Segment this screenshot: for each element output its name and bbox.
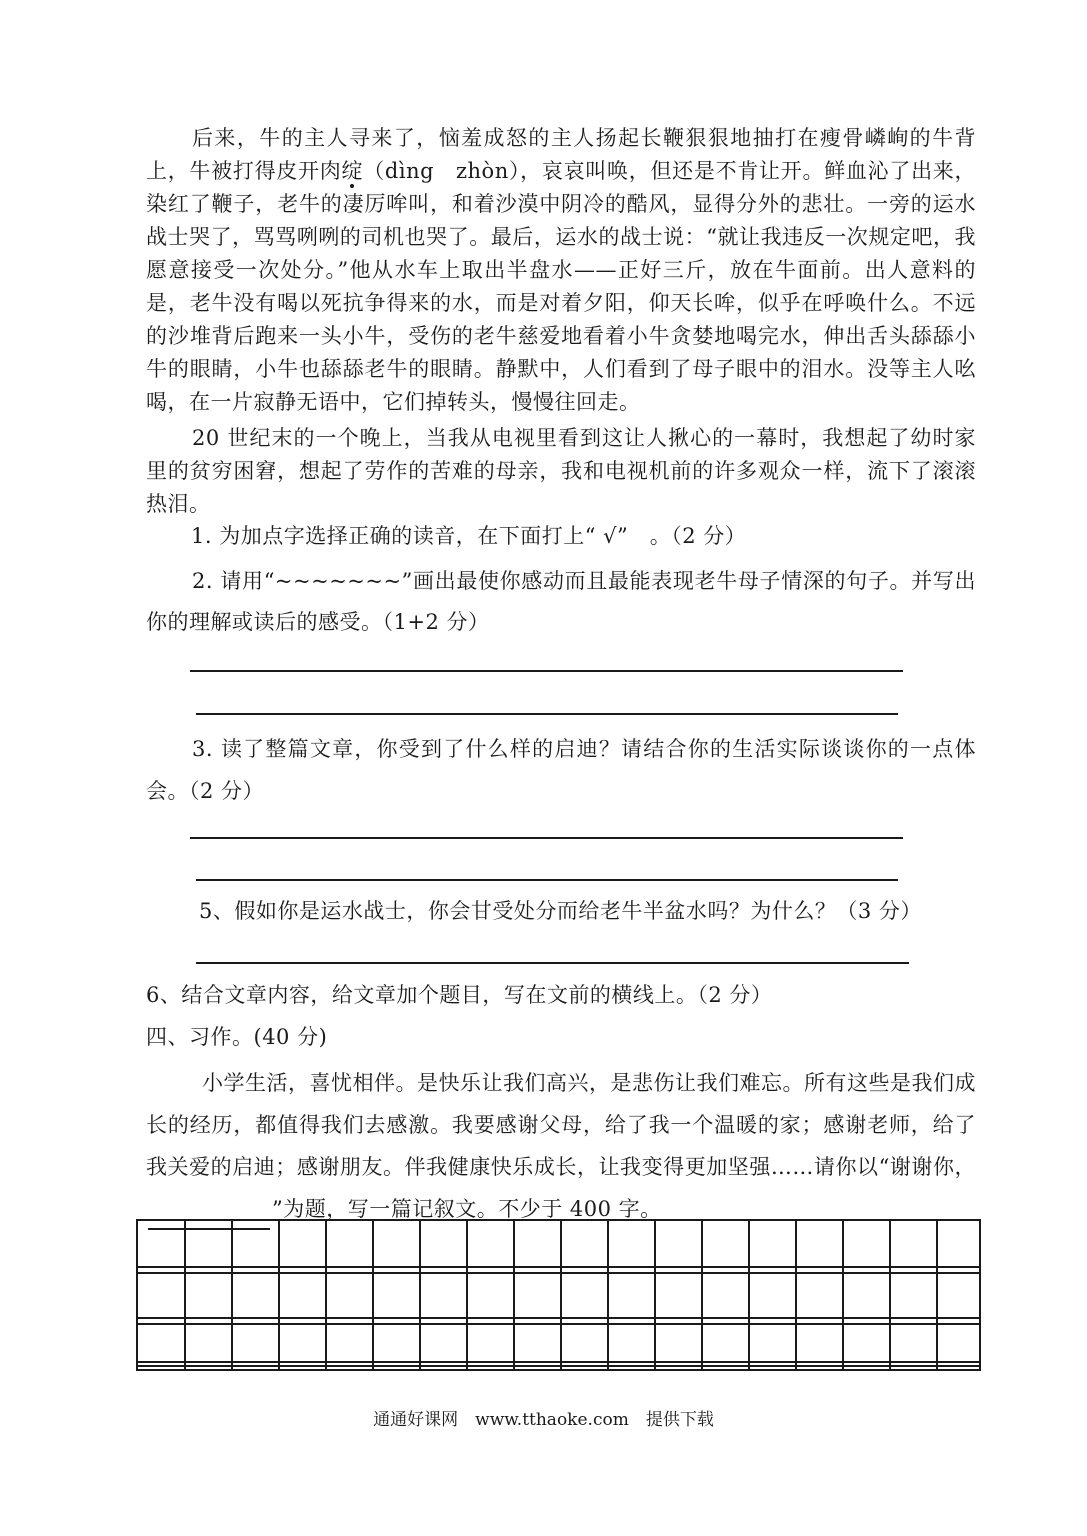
grid-col-line xyxy=(466,1221,468,1369)
grid-col-line xyxy=(701,1221,703,1369)
dotted-character: 绽 xyxy=(341,159,364,183)
grid-col-line xyxy=(560,1221,562,1369)
grid-col-line xyxy=(748,1221,750,1369)
section-heading: 四、习作。(40 分) xyxy=(146,1025,328,1049)
page-footer: 通通好课网 www.tthaoke.com 提供下载 xyxy=(373,1410,714,1430)
question-5: 5、假如你是运水战士，你会甘受处分而给老牛半盆水吗？为什么？（3 分） xyxy=(199,899,922,923)
answer-line[interactable] xyxy=(190,837,903,839)
answer-line[interactable] xyxy=(196,879,898,881)
grid-col-line xyxy=(842,1221,844,1369)
grid-col-line xyxy=(795,1221,797,1369)
grid-row-line xyxy=(138,1317,979,1319)
writing-prompt-text-b: ”为题，写一篇记叙文。不少于 400 字。 xyxy=(272,1197,662,1221)
grid-col-line xyxy=(325,1221,327,1369)
grid-col-line xyxy=(513,1221,515,1369)
answer-line[interactable] xyxy=(190,670,903,672)
grid-row-line xyxy=(138,1365,979,1367)
grid-col-line xyxy=(231,1221,233,1369)
answer-line[interactable] xyxy=(196,713,898,715)
question-1: 1. 为加点字选择正确的读音，在下面打上“ √” 。（2 分） xyxy=(191,524,747,548)
question-6: 6、结合文章内容，给文章加个题目，写在文前的横线上。（2 分） xyxy=(146,983,773,1007)
grid-col-line xyxy=(372,1221,374,1369)
grid-col-line xyxy=(889,1221,891,1369)
passage-paragraph-1 xyxy=(146,122,976,419)
passage-text-a: 后来，牛的主人寻来了，恼羞成怒的主人扬起长鞭狠狠地抽打在瘦骨嶙峋的牛背上，牛被打得皮开肉 xyxy=(146,126,976,183)
writing-prompt xyxy=(146,1062,976,1230)
grid-col-line xyxy=(278,1221,280,1369)
grid-col-line xyxy=(654,1221,656,1369)
writing-prompt-text-a: 小学生活，喜忧相伴。是快乐让我们高兴，是悲伤让我们难忘。所有这些是我们成长的经历，都值得我们去感激。我要感谢父母，给了我一个温暖的家；感谢老师，给了我关爱的启迪；感谢朋友。伴我健康快乐成长，让我变得更加坚强……请你以“谢谢你， xyxy=(146,1071,976,1179)
composition-grid[interactable] xyxy=(136,1219,981,1371)
question-3: 3. 读了整篇文章，你受到了什么样的启迪？请结合你的生活实际谈谈你的一点体会。（2 分） xyxy=(146,737,976,803)
grid-col-line xyxy=(936,1221,938,1369)
grid-row-line xyxy=(138,1361,979,1363)
grid-col-line xyxy=(184,1221,186,1369)
passage-text-b: （dìng zhòn），哀哀叫唤，但还是不肯让开。鲜血沁了出来，染红了鞭子，老牛的凄厉哞叫，和着沙漠中阴冷的酷风，显得分外的悲壮。一旁的运水战士哭了，骂骂咧咧的司机也哭了。最后，运水的战士说：“就让我违反一次规定吧，我愿意接受一次处分。”他从水车上取出半盘水——正好三斤，放在牛面前。出人意料的是，老牛没有喝以死抗争得来的水，而是对着夕阳，仰天长哞，似乎在呼唤什么。不远的沙堆背后跑来一头小牛，受伤的老牛慈爱地看着小牛贪婪地喝完水，伸出舌头舔舔小牛的眼睛，小牛也舔舔老牛的眼睛。静默中，人们看到了母子眼中的泪水。没等主人吆喝，在一片寂静无语中，它们掉转头，慢慢往回走。 xyxy=(146,159,977,414)
grid-col-line xyxy=(419,1221,421,1369)
passage-paragraph-2: 20 世纪末的一个晚上，当我从电视里看到这让人揪心的一幕时，我想起了幼时家里的贫穷困窘，想起了劳作的苦难的母亲，我和电视机前的许多观众一样，流下了滚滚热泪。 xyxy=(146,426,976,516)
grid-row-line xyxy=(138,1266,979,1268)
grid-row-line xyxy=(138,1272,979,1274)
grid-row-line xyxy=(138,1323,979,1325)
answer-line[interactable] xyxy=(196,962,909,964)
grid-col-line xyxy=(607,1221,609,1369)
question-2: 2. 请用“~~~~~~~”画出最使你感动而且最能表现老牛母子情深的句子。并写出你的理解或读后的感受。（1+2 分） xyxy=(146,569,976,634)
